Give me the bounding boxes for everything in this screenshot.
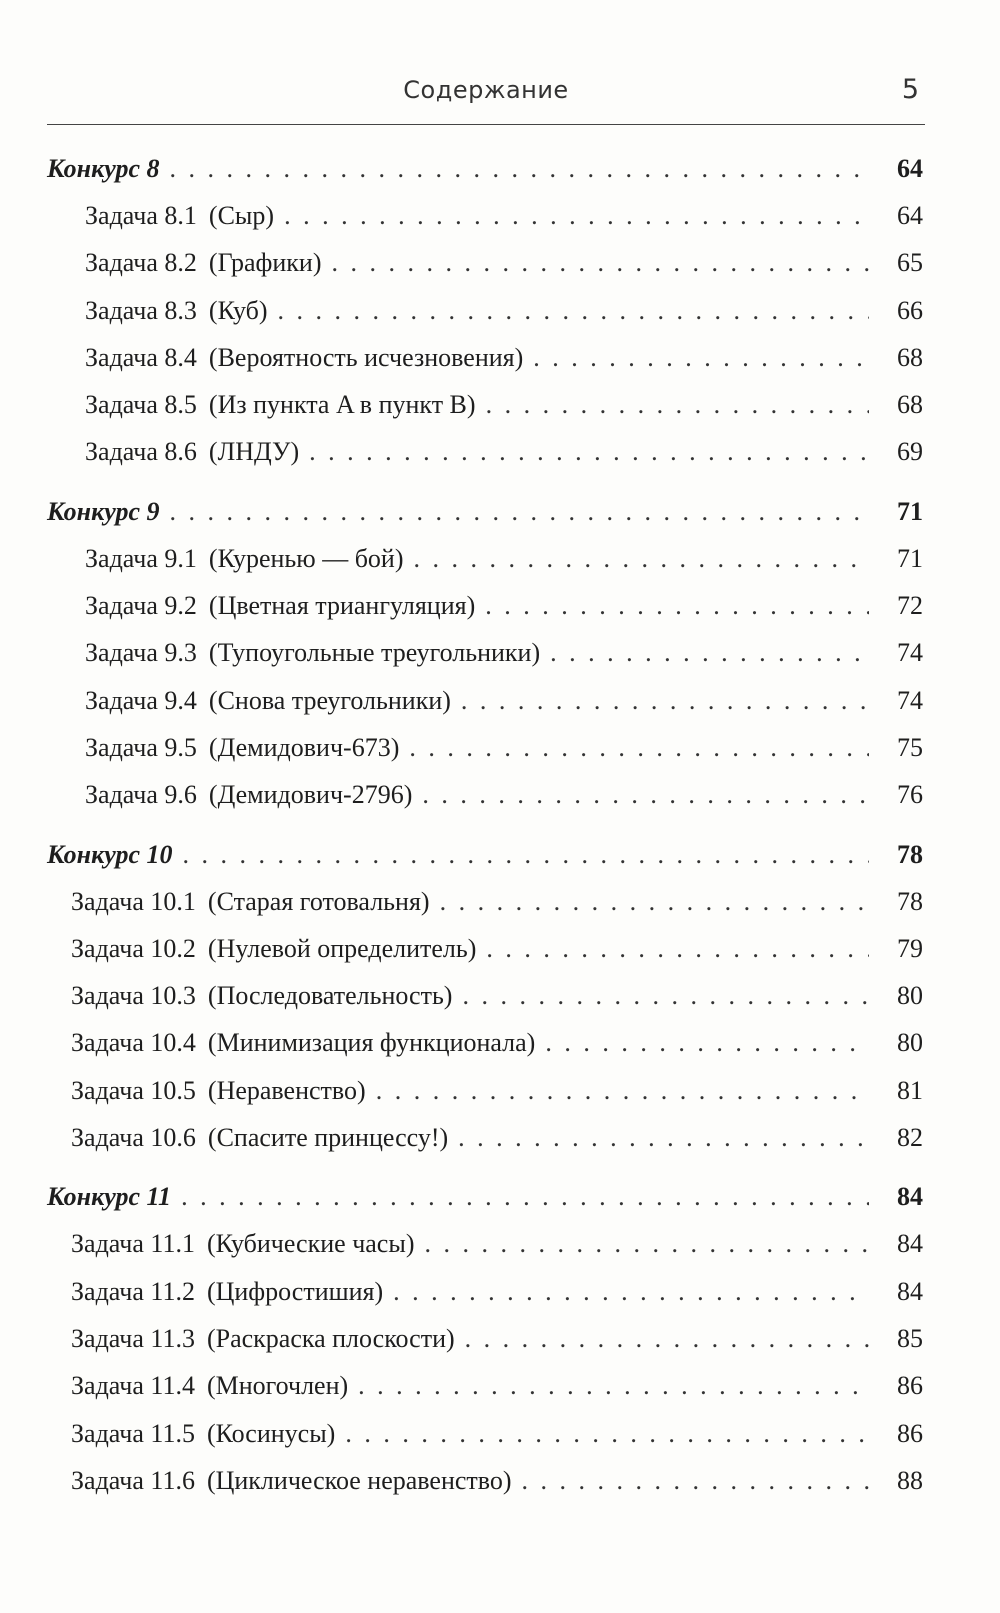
dot-leader	[422, 771, 869, 818]
dot-leader	[170, 488, 870, 535]
dot-leader	[414, 535, 869, 582]
toc-task-entry[interactable]	[47, 771, 923, 818]
running-header	[47, 72, 925, 125]
toc-contest-entry[interactable]	[47, 831, 923, 878]
task-title: (Цифростишия)	[206, 1276, 384, 1306]
contest-page-number: 78	[897, 839, 923, 869]
toc-contest-entry[interactable]	[47, 1173, 923, 1220]
task-number: Задача 10.3	[71, 981, 196, 1011]
task-page-number: 68	[897, 390, 923, 420]
task-page-number: 78	[897, 886, 923, 916]
contest-title: Конкурс 8	[47, 154, 160, 183]
task-title: (Графики)	[208, 248, 322, 278]
task-number: Задача 10.5	[71, 1075, 196, 1105]
task-title: (Сыр)	[208, 201, 275, 230]
task-page-number: 86	[897, 1418, 923, 1448]
task-page-number: 66	[897, 295, 923, 325]
task-title: (Демидович-2796)	[208, 780, 413, 810]
task-page-number: 71	[897, 543, 923, 573]
toc-task-entry[interactable]	[47, 1114, 923, 1161]
dot-leader	[284, 192, 869, 239]
dot-leader	[440, 878, 869, 925]
contest-title: Конкурс 10	[47, 839, 173, 869]
dot-leader	[550, 629, 869, 676]
task-number: Задача 9.6	[85, 780, 197, 810]
task-page-number: 69	[897, 437, 923, 467]
task-number: Задача 9.5	[85, 732, 197, 762]
toc-section	[47, 1173, 923, 1504]
dot-leader	[485, 582, 869, 629]
toc-contest-entry[interactable]	[47, 488, 923, 535]
toc-section	[47, 831, 923, 1162]
task-page-number: 80	[897, 1028, 923, 1058]
task-page-number: 74	[897, 638, 923, 668]
contest-page-number: 64	[897, 154, 923, 183]
table-of-contents	[47, 145, 923, 1516]
task-page-number: 65	[897, 248, 923, 278]
task-page-number: 75	[897, 732, 923, 762]
task-title: (Вероятность исчезновения)	[208, 342, 524, 372]
toc-section	[47, 488, 923, 819]
toc-task-entry[interactable]	[47, 1268, 923, 1315]
toc-task-entry[interactable]	[47, 972, 923, 1019]
dot-leader	[331, 239, 869, 286]
task-page-number: 86	[897, 1371, 923, 1401]
toc-task-entry[interactable]	[47, 381, 923, 428]
task-title: (Косинусы)	[206, 1418, 336, 1448]
task-number: Задача 10.1	[71, 886, 196, 916]
task-title: (Нулевой определитель)	[207, 933, 477, 963]
task-title: (Из пункта A в пункт B)	[208, 390, 476, 420]
task-page-number: 76	[897, 780, 923, 810]
header-page-number: 5	[901, 74, 919, 105]
task-number: Задача 10.4	[71, 1028, 196, 1058]
task-title: (Спасите принцессу!)	[207, 1123, 449, 1153]
toc-task-entry[interactable]	[47, 1220, 923, 1267]
contest-title: Конкурс 9	[47, 496, 160, 526]
task-page-number: 64	[897, 201, 923, 230]
dot-leader	[409, 724, 869, 771]
toc-section	[47, 145, 923, 476]
dot-leader	[462, 972, 869, 1019]
toc-task-entry[interactable]	[47, 334, 923, 381]
toc-task-entry[interactable]	[47, 1410, 923, 1457]
toc-task-entry[interactable]	[47, 1315, 923, 1362]
dot-leader	[376, 1067, 869, 1114]
task-title: (Куренью — бой)	[208, 543, 404, 573]
task-number: Задача 8.4	[85, 342, 197, 372]
task-title: (Снова треугольники)	[208, 685, 451, 715]
toc-task-entry[interactable]	[47, 724, 923, 771]
task-number: Задача 8.6	[85, 437, 197, 467]
task-title: (Последовательность)	[207, 981, 453, 1011]
toc-contest-entry[interactable]	[47, 145, 923, 192]
dot-leader	[345, 1410, 869, 1457]
task-title: (Кубические часы)	[206, 1229, 415, 1259]
task-number: Задача 11.6	[71, 1465, 195, 1495]
task-page-number: 84	[897, 1276, 923, 1306]
task-title: (Тупоугольные треугольники)	[208, 638, 541, 668]
toc-task-entry[interactable]	[47, 925, 923, 972]
dot-leader	[170, 145, 870, 192]
toc-task-entry[interactable]	[47, 582, 923, 629]
task-number: Задача 10.6	[71, 1123, 196, 1153]
task-number: Задача 11.3	[71, 1323, 195, 1353]
task-title: (Многочлен)	[206, 1371, 349, 1401]
task-number: Задача 8.5	[85, 390, 197, 420]
task-number: Задача 9.2	[85, 591, 197, 621]
task-title: (Старая готовальня)	[207, 886, 430, 916]
dot-leader	[486, 925, 869, 972]
toc-task-entry[interactable]	[47, 1067, 923, 1114]
dot-leader	[278, 287, 869, 334]
task-number: Задача 9.4	[85, 685, 197, 715]
task-page-number: 72	[897, 591, 923, 621]
toc-task-entry[interactable]	[47, 629, 923, 676]
header-title: Содержание	[403, 76, 569, 104]
task-number: Задача 8.3	[85, 295, 197, 325]
toc-task-entry[interactable]	[47, 428, 923, 475]
task-page-number: 85	[897, 1323, 923, 1353]
toc-task-entry[interactable]	[47, 287, 923, 334]
dot-leader	[358, 1362, 869, 1409]
task-page-number: 82	[897, 1123, 923, 1153]
toc-task-entry[interactable]	[47, 192, 923, 239]
dot-leader	[486, 381, 869, 428]
dot-leader	[465, 1315, 869, 1362]
task-number: Задача 9.3	[85, 638, 197, 668]
task-number: Задача 11.1	[71, 1229, 195, 1259]
task-number: Задача 11.5	[71, 1418, 195, 1448]
toc-task-entry[interactable]	[47, 239, 923, 286]
task-title: (ЛНДУ)	[208, 437, 300, 467]
task-title: (Минимизация функционала)	[207, 1028, 536, 1058]
contest-title: Конкурс 11	[47, 1182, 172, 1212]
task-page-number: 88	[897, 1465, 923, 1495]
task-page-number: 79	[897, 933, 923, 963]
task-page-number: 84	[897, 1229, 923, 1259]
task-number: Задача 11.2	[71, 1276, 195, 1306]
dot-leader	[309, 428, 869, 475]
task-page-number: 81	[897, 1075, 923, 1105]
toc-task-entry[interactable]	[47, 1457, 923, 1504]
toc-task-entry[interactable]	[47, 535, 923, 582]
dot-leader	[461, 677, 869, 724]
dot-leader	[424, 1220, 869, 1267]
task-title: (Неравенство)	[207, 1075, 366, 1105]
dot-leader	[183, 831, 870, 878]
task-number: Задача 9.1	[85, 543, 197, 573]
task-page-number: 80	[897, 981, 923, 1011]
dot-leader	[458, 1114, 869, 1161]
task-title: (Куб)	[208, 295, 268, 325]
task-page-number: 68	[897, 342, 923, 372]
dot-leader	[181, 1173, 869, 1220]
toc-task-entry[interactable]	[47, 1362, 923, 1409]
dot-leader	[533, 334, 869, 381]
toc-task-entry[interactable]	[47, 1019, 923, 1066]
contest-page-number: 71	[897, 496, 923, 526]
task-title: (Демидович-673)	[208, 732, 400, 762]
task-number: Задача 8.1	[85, 201, 197, 230]
toc-task-entry[interactable]	[47, 677, 923, 724]
dot-leader	[545, 1019, 869, 1066]
dot-leader	[522, 1457, 869, 1504]
task-page-number: 74	[897, 685, 923, 715]
task-title: (Раскраска плоскости)	[206, 1323, 455, 1353]
task-number: Задача 10.2	[71, 933, 196, 963]
task-title: (Цветная триангуляция)	[208, 591, 476, 621]
task-number: Задача 11.4	[71, 1371, 195, 1401]
task-number: Задача 8.2	[85, 248, 197, 278]
toc-task-entry[interactable]	[47, 878, 923, 925]
task-title: (Циклическое неравенство)	[206, 1465, 512, 1495]
contest-page-number: 84	[897, 1182, 923, 1212]
dot-leader	[393, 1268, 869, 1315]
